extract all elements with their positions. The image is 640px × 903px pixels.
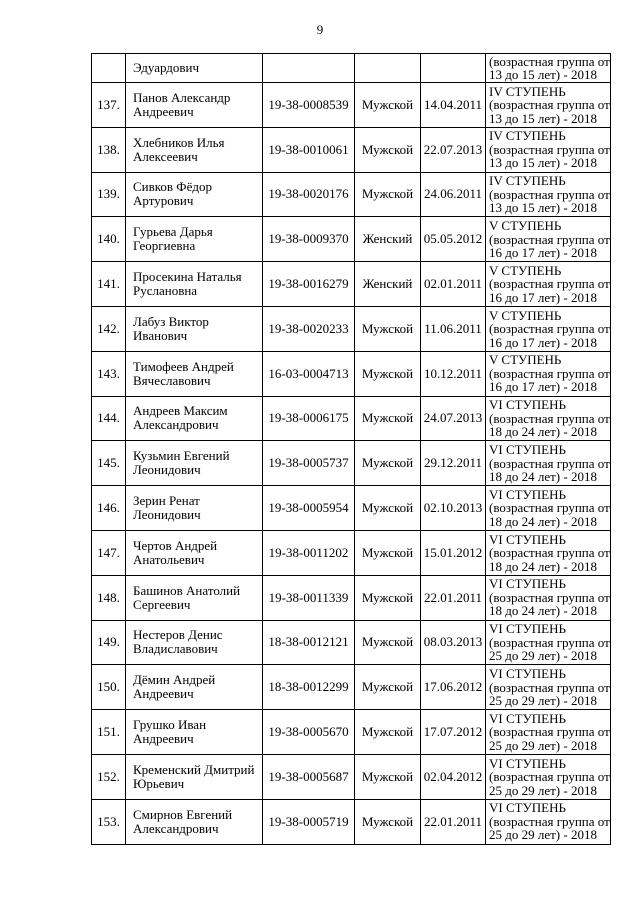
step-line: VI СТУПЕНЬ <box>489 531 566 547</box>
name-line: Тимофеев Андрей <box>133 358 234 374</box>
step-line: VI СТУПЕНЬ <box>489 486 566 502</box>
cell-name <box>126 575 263 620</box>
cell-id <box>263 54 355 83</box>
cell-sex: Мужской <box>355 710 421 755</box>
cell-date: 22.01.2011 <box>421 799 486 844</box>
cell-date: 17.06.2012 <box>421 665 486 710</box>
cell-date <box>421 54 486 83</box>
step-line: V СТУПЕНЬ <box>489 307 562 323</box>
table-row <box>92 575 611 620</box>
name-line: Дёмин Андрей <box>133 672 216 688</box>
step-line: 16 до 17 лет) - 2018 <box>489 334 597 350</box>
step-line: 13 до 15 лет) - 2018 <box>489 200 597 216</box>
step-line: (возрастная группа от <box>489 500 610 516</box>
cell-number: 143. <box>92 351 126 396</box>
name-line: Грушко Иван <box>133 717 207 733</box>
cell-number: 152. <box>92 754 126 799</box>
step-line: VI СТУПЕНЬ <box>489 621 566 637</box>
step-line: 18 до 24 лет) - 2018 <box>489 603 597 619</box>
participants-table <box>91 53 611 845</box>
step-line: 25 до 29 лет) - 2018 <box>489 737 597 753</box>
cell-id: 18-38-0012121 <box>263 620 355 665</box>
name-line: Алексеевич <box>133 148 198 164</box>
table-row <box>92 127 611 172</box>
name-line: Андреевич <box>133 731 194 747</box>
name-line: Артурович <box>133 193 194 209</box>
name-line: Нестеров Денис <box>133 627 223 643</box>
table-row <box>92 486 611 531</box>
step-line: VI СТУПЕНЬ <box>489 710 566 726</box>
cell-date: 05.05.2012 <box>421 217 486 262</box>
cell-step <box>486 351 611 396</box>
cell-step <box>486 754 611 799</box>
step-line: VI СТУПЕНЬ <box>489 576 566 592</box>
cell-sex: Женский <box>355 262 421 307</box>
cell-sex: Мужской <box>355 172 421 217</box>
cell-id: 18-38-0012299 <box>263 665 355 710</box>
step-line: V СТУПЕНЬ <box>489 262 562 278</box>
name-line: Иванович <box>133 327 188 343</box>
name-line: Александрович <box>133 417 219 433</box>
step-line: (возрастная группа от <box>489 186 610 202</box>
step-line: VI СТУПЕНЬ <box>489 397 566 413</box>
table-row <box>92 262 611 307</box>
cell-number: 151. <box>92 710 126 755</box>
cell-step <box>486 620 611 665</box>
name-line: Лабуз Виктор <box>133 313 209 329</box>
cell-name <box>126 306 263 351</box>
step-line: V СТУПЕНЬ <box>489 352 562 368</box>
step-line: 18 до 24 лет) - 2018 <box>489 558 597 574</box>
step-line: 16 до 17 лет) - 2018 <box>489 245 597 261</box>
step-line: (возрастная группа от <box>489 365 610 381</box>
cell-step <box>486 710 611 755</box>
step-line: (возрастная группа от <box>489 634 610 650</box>
name-line: Александрович <box>133 820 219 836</box>
step-line: 25 до 29 лет) - 2018 <box>489 827 597 843</box>
cell-step <box>486 306 611 351</box>
cell-name <box>126 83 263 128</box>
cell-name <box>126 530 263 575</box>
step-line: 25 до 29 лет) - 2018 <box>489 782 597 798</box>
cell-sex: Мужской <box>355 575 421 620</box>
step-line: IV СТУПЕНЬ <box>489 173 566 189</box>
cell-number: 140. <box>92 217 126 262</box>
table-row <box>92 754 611 799</box>
name-line: Андреевич <box>133 103 194 119</box>
name-line: Вячеславович <box>133 372 211 388</box>
step-line: (возрастная группа от <box>489 410 610 426</box>
cell-name <box>126 396 263 441</box>
cell-id: 19-38-0005737 <box>263 441 355 486</box>
cell-step <box>486 262 611 307</box>
table-row <box>92 351 611 396</box>
cell-step <box>486 665 611 710</box>
cell-id: 19-38-0009370 <box>263 217 355 262</box>
step-line: VI СТУПЕНЬ <box>489 800 566 816</box>
step-line: (возрастная группа от <box>489 455 610 471</box>
cell-step <box>486 799 611 844</box>
cell-sex: Мужской <box>355 306 421 351</box>
cell-sex <box>355 54 421 83</box>
cell-name <box>126 441 263 486</box>
cell-step <box>486 127 611 172</box>
name-line: Смирнов Евгений <box>133 806 233 822</box>
cell-number <box>92 54 126 83</box>
cell-step <box>486 172 611 217</box>
cell-number: 142. <box>92 306 126 351</box>
cell-id: 16-03-0004713 <box>263 351 355 396</box>
cell-date: 29.12.2011 <box>421 441 486 486</box>
step-line: (возрастная группа от <box>489 813 610 829</box>
cell-name <box>126 620 263 665</box>
cell-name <box>126 351 263 396</box>
cell-name <box>126 710 263 755</box>
name-line: Сивков Фёдор <box>133 179 212 195</box>
step-line: 18 до 24 лет) - 2018 <box>489 469 597 485</box>
name-line: Кременский Дмитрий <box>133 761 255 777</box>
table-row <box>92 620 611 665</box>
table-row <box>92 665 611 710</box>
cell-sex: Мужской <box>355 754 421 799</box>
step-line: (возрастная группа от <box>489 724 610 740</box>
cell-name <box>126 665 263 710</box>
step-line: 13 до 15 лет) - 2018 <box>489 110 597 126</box>
step-line: VI СТУПЕНЬ <box>489 666 566 681</box>
step-line: (возрастная группа от <box>489 231 610 247</box>
step-line: IV СТУПЕНЬ <box>489 83 566 99</box>
cell-step <box>486 441 611 486</box>
cell-date: 24.06.2011 <box>421 172 486 217</box>
cell-date: 17.07.2012 <box>421 710 486 755</box>
cell-sex: Мужской <box>355 83 421 128</box>
cell-sex: Мужской <box>355 799 421 844</box>
step-line: V СТУПЕНЬ <box>489 218 562 234</box>
name-line: Хлебников Илья <box>133 134 225 150</box>
name-line: Андреев Максим <box>133 403 228 419</box>
cell-id: 19-38-0020176 <box>263 172 355 217</box>
cell-id: 19-38-0011339 <box>263 575 355 620</box>
name-line: Кузьмин Евгений <box>133 448 230 464</box>
cell-id: 19-38-0005954 <box>263 486 355 531</box>
name-line: Панов Александр <box>133 89 231 105</box>
cell-step <box>486 486 611 531</box>
cell-date: 02.01.2011 <box>421 262 486 307</box>
step-line: IV СТУПЕНЬ <box>489 128 566 144</box>
cell-id: 19-38-0008539 <box>263 83 355 128</box>
cell-number: 139. <box>92 172 126 217</box>
step-line: 13 до 15 лет) - 2018 <box>489 67 597 82</box>
step-line: 25 до 29 лет) - 2018 <box>489 648 597 664</box>
cell-sex: Мужской <box>355 530 421 575</box>
step-line: 13 до 15 лет) - 2018 <box>489 155 597 171</box>
step-line: (возрастная группа от <box>489 53 610 69</box>
step-line: (возрастная группа от <box>489 679 610 695</box>
cell-name <box>126 217 263 262</box>
table-row <box>92 306 611 351</box>
cell-date: 02.10.2013 <box>421 486 486 531</box>
cell-id: 19-38-0016279 <box>263 262 355 307</box>
cell-date: 11.06.2011 <box>421 306 486 351</box>
table-row <box>92 172 611 217</box>
cell-date: 24.07.2013 <box>421 396 486 441</box>
name-line: Башинов Анатолий <box>133 582 241 598</box>
table-row <box>92 799 611 844</box>
cell-step <box>486 217 611 262</box>
cell-id: 19-38-0005687 <box>263 754 355 799</box>
cell-date: 22.07.2013 <box>421 127 486 172</box>
name-line: Сергеевич <box>133 596 191 612</box>
cell-sex: Мужской <box>355 396 421 441</box>
name-line: Андреевич <box>133 686 194 702</box>
cell-step <box>486 575 611 620</box>
cell-number: 145. <box>92 441 126 486</box>
step-line: (возрастная группа от <box>489 276 610 292</box>
name-line: Леонидович <box>133 507 201 523</box>
step-line: (возрастная группа от <box>489 769 610 785</box>
cell-name <box>126 172 263 217</box>
step-line: (возрастная группа от <box>489 97 610 113</box>
cell-number: 141. <box>92 262 126 307</box>
cell-sex: Мужской <box>355 620 421 665</box>
name-line: Гурьева Дарья <box>133 224 213 240</box>
step-line: 16 до 17 лет) - 2018 <box>489 379 597 395</box>
table-row <box>92 217 611 262</box>
step-line: (возрастная группа от <box>489 141 610 157</box>
page-number: 9 <box>316 22 324 37</box>
cell-date: 15.01.2012 <box>421 530 486 575</box>
name-line: Просекина Наталья <box>133 269 242 285</box>
cell-name <box>126 486 263 531</box>
table-row <box>92 83 611 128</box>
name-line: Юрьевич <box>133 775 185 791</box>
cell-sex: Мужской <box>355 351 421 396</box>
table-row <box>92 441 611 486</box>
step-line: 18 до 24 лет) - 2018 <box>489 424 597 440</box>
table-row <box>92 530 611 575</box>
cell-number: 137. <box>92 83 126 128</box>
cell-step <box>486 83 611 128</box>
cell-number: 148. <box>92 575 126 620</box>
cell-number: 150. <box>92 665 126 710</box>
table-row-continued <box>92 54 611 83</box>
cell-step <box>486 530 611 575</box>
step-line: 25 до 29 лет) - 2018 <box>489 693 597 708</box>
cell-sex: Мужской <box>355 486 421 531</box>
cell-id: 19-38-0010061 <box>263 127 355 172</box>
cell-name <box>126 754 263 799</box>
cell-date: 08.03.2013 <box>421 620 486 665</box>
cell-step <box>486 396 611 441</box>
cell-date: 22.01.2011 <box>421 575 486 620</box>
name-line: Руслановна <box>133 283 198 299</box>
cell-step <box>486 54 611 83</box>
step-line: (возрастная группа от <box>489 321 610 337</box>
cell-number: 147. <box>92 530 126 575</box>
table-row <box>92 710 611 755</box>
name-line: Владиславович <box>133 641 218 657</box>
cell-sex: Мужской <box>355 665 421 710</box>
cell-date: 10.12.2011 <box>421 351 486 396</box>
table-row <box>92 396 611 441</box>
cell-name: Эдуардович <box>126 54 263 83</box>
cell-number: 153. <box>92 799 126 844</box>
cell-id: 19-38-0005670 <box>263 710 355 755</box>
cell-id: 19-38-0020233 <box>263 306 355 351</box>
cell-id: 19-38-0006175 <box>263 396 355 441</box>
cell-sex: Женский <box>355 217 421 262</box>
cell-date: 02.04.2012 <box>421 754 486 799</box>
step-line: 16 до 17 лет) - 2018 <box>489 289 597 305</box>
name-line: Георгиевна <box>133 238 196 254</box>
step-line: (возрастная группа от <box>489 545 610 561</box>
cell-id: 19-38-0005719 <box>263 799 355 844</box>
step-line: (возрастная группа от <box>489 589 610 605</box>
cell-number: 138. <box>92 127 126 172</box>
step-line: VI СТУПЕНЬ <box>489 442 566 458</box>
cell-id: 19-38-0011202 <box>263 530 355 575</box>
cell-name <box>126 262 263 307</box>
cell-number: 144. <box>92 396 126 441</box>
cell-name <box>126 799 263 844</box>
table-body <box>92 54 611 845</box>
cell-date: 14.04.2011 <box>421 83 486 128</box>
name-line: Зерин Ренат <box>133 493 200 509</box>
cell-number: 149. <box>92 620 126 665</box>
cell-sex: Мужской <box>355 441 421 486</box>
cell-number: 146. <box>92 486 126 531</box>
cell-sex: Мужской <box>355 127 421 172</box>
cell-name <box>126 127 263 172</box>
step-line: VI СТУПЕНЬ <box>489 755 566 771</box>
name-line: Чертов Андрей <box>133 537 218 553</box>
step-line: 18 до 24 лет) - 2018 <box>489 513 597 529</box>
name-line: Леонидович <box>133 462 201 478</box>
name-line: Анатольевич <box>133 551 205 567</box>
